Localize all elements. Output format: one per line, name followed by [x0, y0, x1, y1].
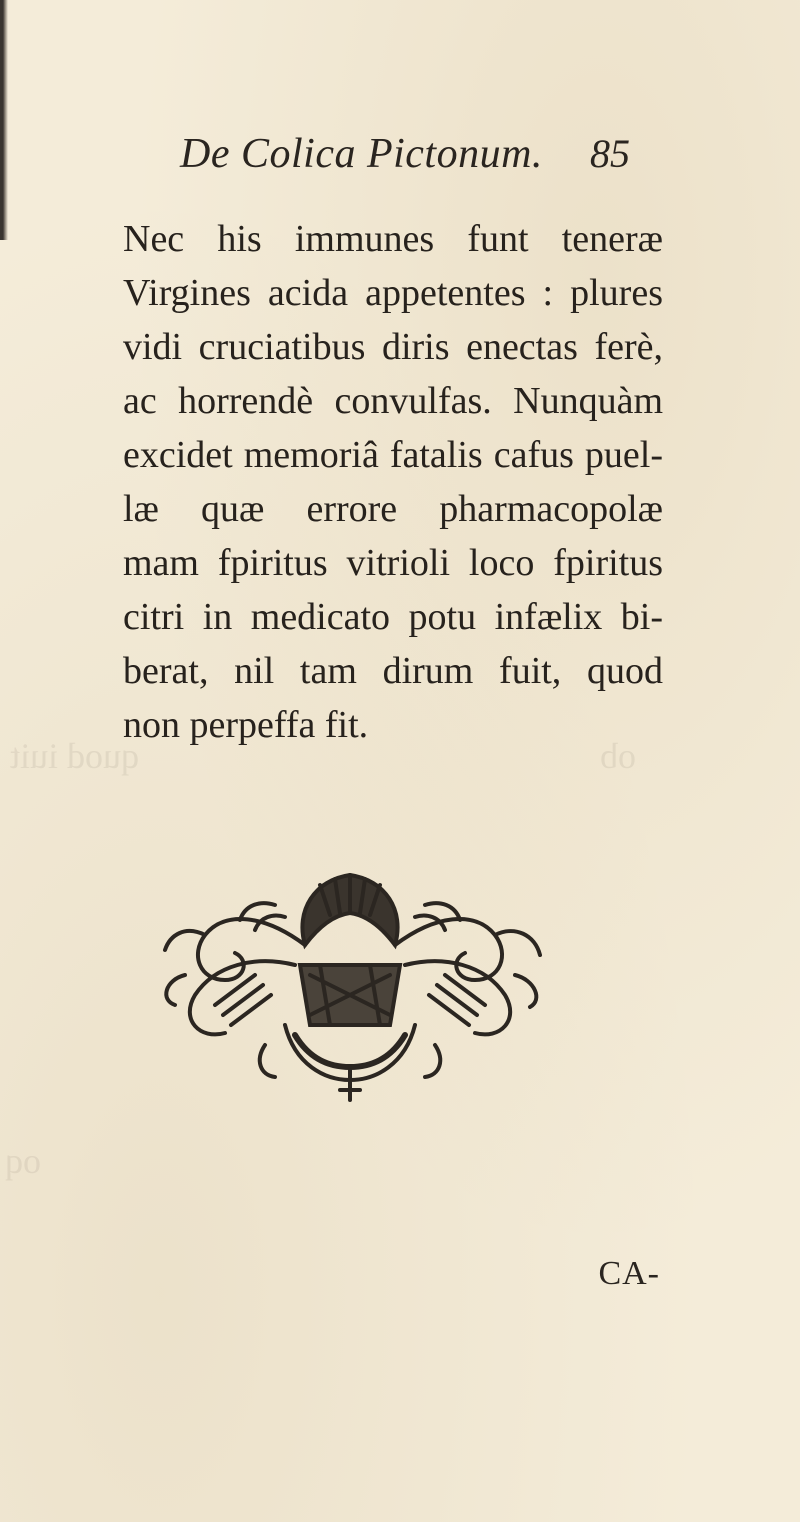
- bleed-through: oq: [5, 1141, 41, 1181]
- body-paragraph: [123, 212, 663, 752]
- bleed-through: quod iuit: [10, 736, 140, 776]
- text-line: vidi cruciatibus diris enectas ferè,: [123, 326, 663, 368]
- text-line: ac horrendè convulfas. Nunquàm: [123, 380, 663, 422]
- catchword: CA-: [598, 1255, 660, 1292]
- bleed-through: ob: [600, 736, 636, 776]
- text-line: Nec his immunes funt teneræ: [123, 218, 663, 260]
- page-number: 85: [590, 131, 630, 176]
- text-line: læ quæ errore pharmacopolæ: [123, 488, 663, 530]
- running-title: De Colica Pictonum.: [180, 131, 543, 177]
- binding-edge: [0, 0, 8, 240]
- tailpiece-ornament-icon: [145, 855, 555, 1110]
- text-line: berat, nil tam dirum fuit, quod: [123, 650, 663, 692]
- text-line: citri in medicato potu infælix bi-: [123, 596, 663, 638]
- text-line: non perpeffa fit.: [123, 704, 369, 746]
- text-line: Virgines acida appetentes : plures: [123, 272, 663, 314]
- text-line: excidet memoriâ fatalis cafus puel-: [123, 434, 663, 476]
- text-line: mam fpiritus vitrioli loco fpiritus: [123, 542, 663, 584]
- page-header: [180, 130, 630, 190]
